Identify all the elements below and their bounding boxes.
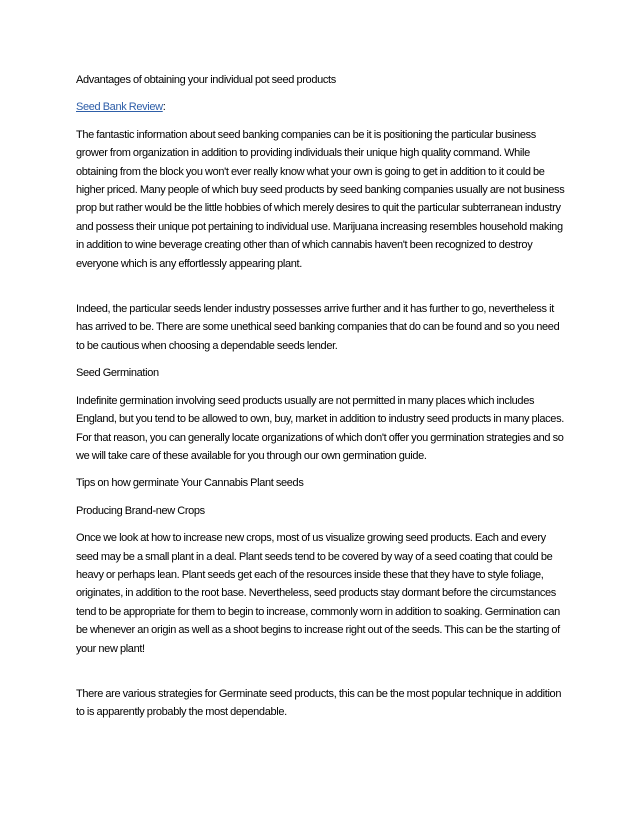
paragraph-indefinite-germination: Indefinite germination involving seed products usually are not permitted in many places which includes England, but you tend to be allowed to own, buy, market in addition to industry seed products in many places. For that reason, you can generally locate organizations of which don't offer you germination strategies and so we will take care of these available for you through our own germination guide. (76, 394, 564, 462)
paragraph-seeds-lender-industry: Indeed, the particular seeds lender industry possesses arrive further and it has further to go, nevertheless it has arrived to be. There are some unethical seed banking companies that do can be found and so you need to be cautious when choosing a dependable seeds lender. (76, 303, 560, 352)
paragraph-seed-banking-info: The fantastic information about seed banking companies can be it is positioning the particular business grower from organization in addition to providing individuals their unique high quality command. While obtaining from the block you won't ever really know what your own is going to get in addition to it could be higher priced. Many people of which buy seed products by seed banking companies usually are not business prop but rather would be the little hobbies of which merely desires to quit the particular subterranean industry and possess their unique pot pertaining to individual use. Marijuana increasing resembles household making in addition to wine beverage creating other than of which cannabis haven't been recognized to destroy everyone which is any effortlessly appearing plant. (76, 128, 565, 270)
seed-bank-review-line (76, 98, 568, 116)
document-body (76, 71, 568, 731)
heading-seed-germination: Seed Germination (76, 367, 159, 380)
seed-bank-review-link[interactable]: Seed Bank Review (76, 101, 163, 114)
heading-producing-crops: Producing Brand-new Crops (76, 504, 205, 517)
seed-bank-review-suffix: : (162, 101, 166, 114)
document-title: Advantages of obtaining your individual pot seed products (76, 74, 336, 86)
heading-germinate-tips: Tips on how germinate Your Cannabis Plant seeds (76, 477, 304, 490)
paragraph-germinate-strategies: There are various strategies for Germinate seed products, this can be the most popular technique in addition to is apparently probably the most dependable. (76, 687, 562, 719)
paragraph-new-crops: Once we look at how to increase new crops, most of us visualize growing seed products. Each and every seed may be a small plant in a deal. Plant seeds tend to be covered by way of a seed coating that could be heavy or perhaps lean. Plant seeds get each of the resources inside these that they have to style foliage, originates, in addition to the root base. Nevertheless, seed products stay dormant before the circumstances tend to be appropriate for them to begin to increase, commonly worn in addition to soaking. Germination can be whenever an origin as well as a shoot begins to increase right out of the seeds. This can be the starting of your new plant! (76, 532, 560, 655)
